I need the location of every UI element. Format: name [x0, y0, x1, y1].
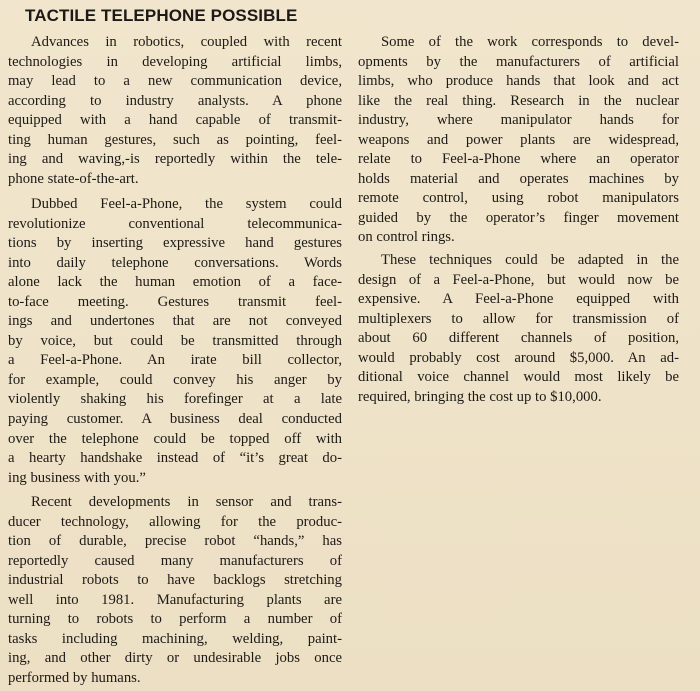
text-line: a hearty handshake instead of “it’s great do- — [8, 450, 342, 467]
text-line: tions by inserting expressive hand gestures — [8, 235, 342, 252]
text-line: well into 1981. Manufacturing plants are — [8, 591, 342, 608]
text-line: Some of the work corresponds to devel- — [381, 34, 679, 50]
text-line: limbs, who produce hands that look and act — [358, 73, 679, 90]
text-line: opments by the manufacturers of artificial — [358, 53, 679, 70]
text-line: would probably cost around $5,000. An ad- — [358, 349, 679, 366]
text-line: phone state-of-the-art. — [8, 170, 139, 187]
text-line: industry, where manipulator hands for — [358, 112, 679, 129]
paragraph-4 — [358, 33, 679, 248]
text-line: to-face meeting. Gestures transmit feel- — [8, 293, 342, 310]
text-line: ings and undertones that are not conveyed — [8, 313, 342, 330]
text-line: into daily telephone conversations. Words — [8, 254, 342, 271]
text-line: design of a Feel-a-Phone, but would now be — [358, 271, 679, 288]
text-line: ditional voice channel would most likely be — [358, 369, 679, 386]
text-line: performed by humans. — [8, 669, 141, 686]
text-line: on control rings. — [358, 229, 455, 246]
text-line: technologies in developing artificial limbs, — [8, 53, 342, 70]
text-line: ing and waving,-is reportedly within the tele- — [8, 151, 342, 168]
text-line: revolutionize conventional telecommunica- — [8, 215, 342, 232]
text-line: ing, and other dirty or undesirable jobs once — [8, 650, 342, 667]
text-line: Dubbed Feel-a-Phone, the system could — [31, 196, 342, 212]
text-line: for example, could convey his anger by — [8, 371, 342, 388]
text-line: a Feel-a-Phone. An irate bill collector, — [8, 352, 342, 369]
text-line: expensive. A Feel-a-Phone equipped with — [358, 291, 679, 308]
text-line: tasks including machining, welding, paint- — [8, 630, 342, 647]
paragraph-3 — [8, 493, 342, 688]
paragraph-5 — [358, 251, 679, 407]
text-line: remote control, using robot manipulators — [358, 190, 679, 207]
paragraph-1 — [8, 33, 342, 189]
text-line: according to industry analysts. A phone — [8, 92, 342, 109]
text-line: may lead to a new communication device, — [8, 73, 342, 90]
text-line: multiplexers to allow for transmission of — [358, 310, 679, 327]
text-line: about 60 different channels of position, — [358, 330, 679, 347]
text-line: tion of durable, precise robot “hands,” has — [8, 533, 342, 550]
text-line: guided by the operator’s finger movement — [358, 209, 679, 226]
text-line: by voice, but could be transmitted through — [8, 332, 342, 349]
text-line: holds material and operates machines by — [358, 170, 679, 187]
text-line: alone lack the human emotion of a face- — [8, 274, 342, 291]
text-line: reportedly caused many manufacturers of — [8, 552, 342, 569]
text-line: ting human gestures, such as pointing, feel- — [8, 131, 342, 148]
text-line: Recent developments in sensor and trans- — [31, 494, 342, 510]
text-line: industrial robots to have backlogs stretching — [8, 572, 342, 589]
headline: TACTILE TELEPHONE POSSIBLE — [25, 6, 298, 25]
text-line: paying customer. A business deal conducted — [8, 411, 342, 428]
text-line: weapons and power plants are widespread, — [358, 131, 679, 148]
text-line: over the telephone could be topped off with — [8, 430, 342, 447]
text-line: Advances in robotics, coupled with recent — [31, 34, 342, 50]
text-line: These techniques could be adapted in the — [381, 252, 679, 268]
text-line: violently shaking his forefinger at a late — [8, 391, 342, 408]
text-line: ducer technology, allowing for the produc- — [8, 513, 342, 530]
paragraph-2 — [8, 195, 342, 488]
text-line: relate to Feel-a-Phone where an operator — [358, 151, 679, 168]
text-line: turning to robots to perform a number of — [8, 611, 342, 628]
text-line: ing business with you.” — [8, 469, 146, 486]
text-line: like the real thing. Research in the nuclear — [358, 92, 679, 109]
text-line: required, bringing the cost up to $10,000. — [358, 388, 602, 405]
text-line: equipped with a hand capable of transmit- — [8, 112, 342, 129]
